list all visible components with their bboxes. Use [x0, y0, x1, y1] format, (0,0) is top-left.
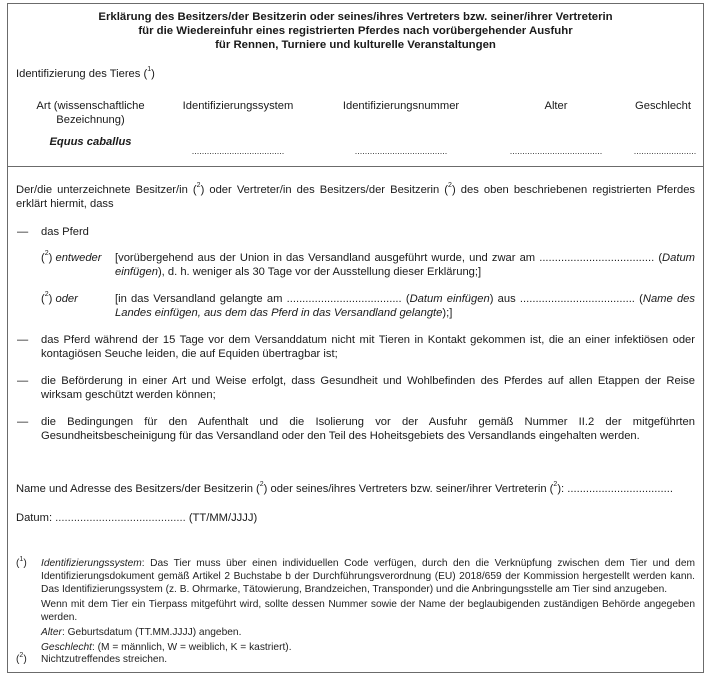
either-date-hint: Datum einfügen	[115, 252, 695, 278]
column-header-age: Alter	[544, 100, 568, 112]
either-text-c: ), d. h. weniger als 30 Tage vor der Ausstellung dieser Erklärung;]	[157, 266, 482, 278]
date-format-hint: (TT/MM/JJJJ)	[185, 512, 258, 524]
name-text-c: ): ..................................	[557, 483, 673, 495]
option-or-text	[115, 292, 695, 320]
footnote-ref-1[interactable]: 1	[147, 66, 152, 74]
or-label-text: oder	[55, 293, 78, 305]
title-line-1: Erklärung des Besitzers/der Besitzerin oder seines/ihres Vertreters bzw. seiner/ihrer Vertreterin	[98, 11, 613, 23]
title-line-3: für Rennen, Turniere und kulturelle Veranstaltungen	[215, 39, 496, 51]
footnote-1-marker: ($^1$)	[16, 555, 27, 569]
identification-heading-text: Identifizierung des Tieres (	[16, 68, 148, 80]
column-header-species	[18, 99, 163, 127]
declaration-intro	[16, 183, 695, 211]
dash-bullet: —	[17, 334, 29, 346]
option-either-text	[115, 251, 695, 279]
or-date-hint: Datum einfügen	[409, 293, 490, 305]
or-text-c: ) aus ..................................... (	[489, 293, 643, 305]
owner-name-address-field[interactable]	[16, 482, 673, 496]
sex-field[interactable]: .........................	[633, 146, 697, 156]
age-field[interactable]: .....................................	[509, 146, 603, 156]
column-header-sex: Geschlecht	[635, 100, 691, 112]
date-input-dots[interactable]: ..........................................	[55, 512, 186, 524]
item-isolation-conditions: die Bedingungen für den Aufenthalt und die Isolierung vor der Ausfuhr gemäß Nummer II.2 der mitgeführten Gesundheitsbescheinigung für das Versandland oder den Teil des Hoheitsgebiets des Versandlands eingehalten werden.	[41, 416, 695, 442]
or-country-hint: Name des Landes einfügen, aus dem das Pferd in das Versandland gelangte	[115, 293, 695, 319]
or-text-e: );]	[442, 307, 453, 319]
either-label-text: entweder	[55, 252, 102, 264]
footnote-ref-2[interactable]: 2	[448, 182, 452, 190]
identification-system-field[interactable]: .....................................	[191, 146, 285, 156]
animal-identification-section	[7, 56, 704, 167]
column-header-identification-number: Identifizierungsnummer	[342, 100, 460, 112]
item-transport-welfare: die Beförderung in einer Art und Weise erfolgt, dass Gesundheit und Wohlbefinden des Pferdes auf allen Etappen der Reise wirksam geschützt werden können;	[41, 375, 695, 401]
option-or-label[interactable]: ($^2$) oder	[41, 291, 78, 305]
footnote-1	[41, 557, 695, 654]
footnote-ref-2[interactable]: 2	[196, 182, 201, 190]
species-label-line-2: Bezeichnung)	[56, 114, 125, 126]
footnote-1-term: Identifizierungssystem	[41, 558, 142, 569]
date-field[interactable]	[16, 511, 257, 525]
footnote-ref-2[interactable]: 2	[553, 481, 558, 489]
footnote-2-ref: 2	[19, 651, 24, 659]
footnote-2-marker: ($^2$)	[16, 651, 27, 665]
footnote-1-age	[41, 626, 695, 639]
or-text-a: [in das Versandland gelangte am ..................................... (	[115, 293, 410, 305]
form-title	[7, 3, 704, 57]
footnote-1-ref: 1	[19, 555, 24, 563]
footnote-2: Nichtzutreffendes streichen.	[41, 654, 168, 665]
identification-heading-close: )	[151, 68, 155, 80]
declaration-section	[7, 166, 704, 673]
title-line-2: für die Wiedereinfuhr eines registrierten Pferdes nach vorübergehender Ausfuhr	[138, 25, 573, 37]
footnote-1-para-1	[41, 557, 695, 596]
dash-bullet: —	[17, 375, 29, 387]
intro-text-c: ) des oben beschriebenen registrierten Pferdes erklärt hiermit, dass	[16, 184, 696, 210]
name-text-a: Name und Adresse des Besitzers/der Besitzerin (	[16, 483, 260, 495]
either-text-a: [vorübergehend aus der Union in das Versandland ausgeführt wurde, und zwar am ..................................... (	[115, 252, 663, 264]
dash-bullet: —	[17, 416, 29, 428]
column-header-identification-system: Identifizierungssystem	[182, 100, 294, 112]
item-no-contact: das Pferd während der 15 Tage vor dem Versanddatum nicht mit Tieren in Kontakt gekommen ist, die an einer infektiösen oder kontagiösen Seuche leiden, die auf Equiden übertragbar ist;	[41, 334, 695, 360]
species-label-line-1: Art (wissenschaftliche	[36, 100, 145, 112]
dash-bullet: —	[17, 226, 29, 238]
sex-text: : (M = männlich, W = weiblich, K = kastriert).	[91, 642, 292, 653]
name-text-b: ) oder seines/ihres Vertreters bzw. seiner/ihrer Vertreterin (	[263, 483, 554, 495]
date-label: Datum:	[16, 512, 56, 524]
option-either-label[interactable]: ($^2$) entweder	[41, 250, 102, 264]
age-term: Alter	[41, 627, 62, 638]
identification-heading	[16, 67, 155, 81]
footnote-1-para-2: Wenn mit dem Tier ein Tierpass mitgeführt wird, sollte dessen Nummer sowie der Name der beglaubigenden zuständigen Behörde angegeben werden.	[41, 599, 695, 623]
identification-number-field[interactable]: .....................................	[354, 146, 448, 156]
item-horse: das Pferd	[41, 226, 89, 238]
sex-term: Geschlecht	[41, 642, 92, 653]
intro-text-a: Der/die unterzeichnete Besitzer/in (	[16, 184, 197, 196]
footnote-ref-2[interactable]: 2	[44, 250, 49, 258]
age-text: : Geburtsdatum (TT.MM.JJJJ) angeben.	[61, 627, 242, 638]
intro-text-b: ) oder Vertreter/in des Besitzers/der Besitzerin (	[200, 184, 449, 196]
footnote-ref-2[interactable]: 2	[44, 291, 49, 299]
footnote-1-text: : Das Tier muss über einen individuellen Code verfügen, durch den die Verknüpfung zwischen dem Tier und dem Identifizierungsdokument gemäß Artikel 2 Buchstabe b der Durchführungsverordnung (EU) 2018/659 der Kommission hergestellt werden kann. Das Identifizierungssystem (z. B. Ohrmarke, Tätowierung, Brandzeichen, Transponder) und die Anbringungsstelle am Tier sind anzugeben.	[41, 558, 695, 595]
species-value: Equus caballus	[49, 136, 132, 148]
footnote-ref-2[interactable]: 2	[259, 481, 264, 489]
